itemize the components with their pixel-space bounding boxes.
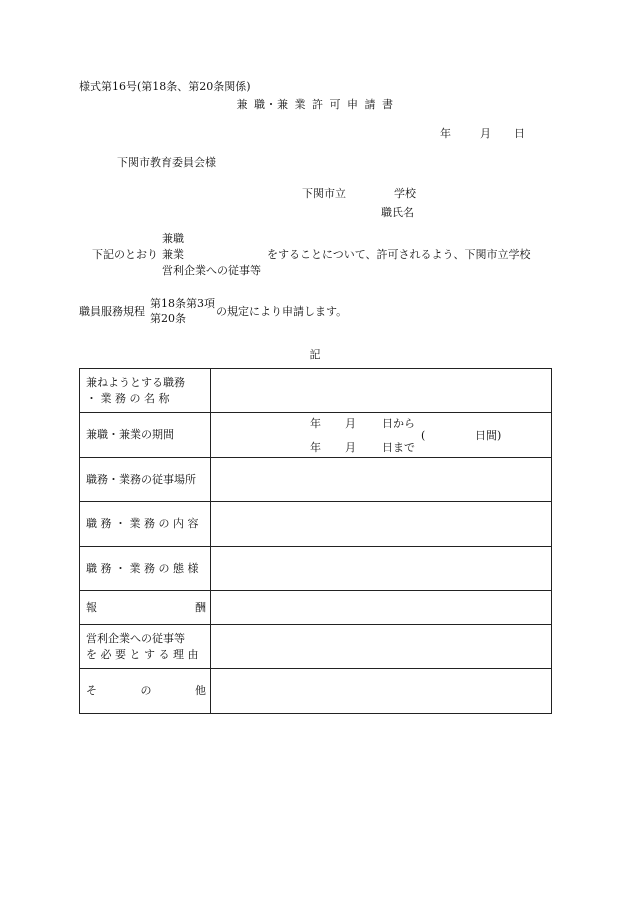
option-kenshoku: 兼職 <box>162 232 184 245</box>
label-char: の <box>140 684 152 698</box>
title-char: 許 <box>312 98 324 111</box>
row-label-remuneration <box>80 591 211 625</box>
title-char: 可 <box>329 98 341 111</box>
label-line: 営利企業への従事等 <box>86 631 185 645</box>
option-commercial-employment: 営利企業への従事等 <box>162 264 261 277</box>
detail-table <box>79 368 552 714</box>
value-manner[interactable] <box>211 547 552 591</box>
table-row <box>80 458 552 502</box>
table-row <box>80 413 552 458</box>
label-text: 兼職・兼業の期間 <box>86 428 174 442</box>
period-to-day: 日まで <box>382 441 415 454</box>
record-heading: 記 <box>309 348 321 361</box>
table-row <box>80 547 552 591</box>
label-text: 職 務 ・ 業 務 の 内 容 <box>86 517 199 531</box>
value-reason[interactable] <box>211 625 552 669</box>
table-row <box>80 369 552 413</box>
row-label-period <box>80 413 211 458</box>
title-char: 職・兼 <box>254 98 289 111</box>
table-row <box>80 669 552 714</box>
table-row <box>80 591 552 625</box>
regulation-prefix: 職員服務規程 <box>79 305 145 318</box>
label-char: 他 <box>195 684 206 698</box>
label-line: ・ 業 務 の 名 称 <box>86 391 170 405</box>
title-char: 業 <box>294 98 306 111</box>
label-char: 酬 <box>195 600 206 614</box>
row-label-manner <box>80 547 211 591</box>
label-char: そ <box>86 684 97 698</box>
label-line: を 必 要 と す る 理 由 <box>86 647 199 661</box>
addressee: 下関市教育委員会様 <box>117 156 216 169</box>
label-char: 報 <box>86 600 97 614</box>
title-char: 請 <box>364 98 376 111</box>
title-char: 兼 <box>236 98 248 111</box>
date-day-label: 日 <box>514 127 525 140</box>
value-content[interactable] <box>211 502 552 547</box>
row-label-workplace <box>80 458 211 502</box>
regulation-suffix: の規定により申請します。 <box>216 305 348 318</box>
school-prefix: 下関市立 <box>302 187 346 200</box>
school-suffix: 学校 <box>394 187 416 200</box>
value-other[interactable] <box>211 669 552 714</box>
table-row <box>80 502 552 547</box>
row-label-reason <box>80 625 211 669</box>
table-row <box>80 625 552 669</box>
date-month-label: 月 <box>480 127 491 140</box>
period-paren-open: ( <box>421 429 426 442</box>
body-intro: 下記のとおり <box>92 248 158 261</box>
title-name-label: 職氏名 <box>381 206 414 219</box>
option-kengyo: 兼業 <box>162 248 184 261</box>
label-text: 職務・業務の従事場所 <box>86 472 196 486</box>
article-option-20: 第20条 <box>150 312 186 325</box>
period-to-month: 月 <box>345 441 356 454</box>
value-workplace[interactable] <box>211 458 552 502</box>
row-label-job-name <box>80 369 211 413</box>
value-job-name[interactable] <box>211 369 552 413</box>
period-to-year: 年 <box>310 441 321 454</box>
value-period[interactable] <box>211 413 552 458</box>
date-year-label: 年 <box>440 127 451 140</box>
period-box <box>211 414 551 456</box>
value-remuneration[interactable] <box>211 591 552 625</box>
document-title <box>0 98 630 112</box>
period-from-month: 月 <box>345 417 356 430</box>
title-char: 申 <box>347 98 359 111</box>
label-line: 兼ねようとする職務 <box>86 375 185 389</box>
article-option-18-3: 第18条第3項 <box>150 297 215 310</box>
title-char: 書 <box>382 98 394 111</box>
form-number: 様式第16号(第18条、第20条関係) <box>79 80 251 93</box>
label-text: 職 務 ・ 業 務 の 態 様 <box>86 561 199 575</box>
period-days: 日間) <box>475 429 502 442</box>
body-continue: をすることについて、許可されるよう、下関市立学校 <box>267 248 531 261</box>
period-from-year: 年 <box>310 417 321 430</box>
row-label-other <box>80 669 211 714</box>
period-from-day: 日から <box>382 417 415 430</box>
row-label-content <box>80 502 211 547</box>
